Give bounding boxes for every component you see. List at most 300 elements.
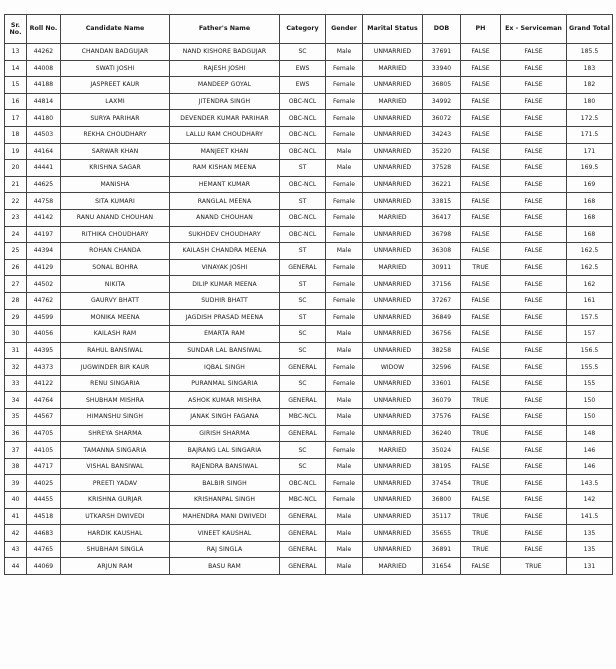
cell-ex-serviceman: FALSE: [501, 458, 567, 475]
cell-marital-status: UNMARRIED: [363, 143, 423, 160]
cell-gender: Female: [326, 77, 363, 94]
cell-category: GENERAL: [280, 525, 326, 542]
cell-roll-no: 44008: [27, 60, 61, 77]
cell-dob: 36798: [423, 226, 461, 243]
cell-dob: 33815: [423, 193, 461, 210]
cell-sr-no: 34: [5, 392, 27, 409]
table-row: [5, 176, 613, 193]
cell-marital-status: UNMARRIED: [363, 392, 423, 409]
cell-sr-no: 25: [5, 243, 27, 260]
cell-grand-total: 168: [567, 226, 613, 243]
cell-dob: 36417: [423, 209, 461, 226]
cell-fathers-name: GIRISH SHARMA: [170, 425, 280, 442]
cell-grand-total: 146: [567, 442, 613, 459]
cell-ph: FALSE: [461, 77, 501, 94]
cell-dob: 37454: [423, 475, 461, 492]
cell-grand-total: 168: [567, 193, 613, 210]
cell-ex-serviceman: FALSE: [501, 209, 567, 226]
cell-roll-no: 44122: [27, 375, 61, 392]
cell-roll-no: 44814: [27, 93, 61, 110]
cell-gender: Male: [326, 44, 363, 61]
cell-ph: FALSE: [461, 176, 501, 193]
cell-category: OBC-NCL: [280, 226, 326, 243]
cell-candidate-name: HARDIK KAUSHAL: [61, 525, 170, 542]
cell-dob: 36849: [423, 309, 461, 326]
cell-marital-status: UNMARRIED: [363, 226, 423, 243]
cell-dob: 36079: [423, 392, 461, 409]
table-row: [5, 193, 613, 210]
cell-ex-serviceman: FALSE: [501, 193, 567, 210]
cell-category: GENERAL: [280, 558, 326, 575]
cell-dob: 36072: [423, 110, 461, 127]
cell-marital-status: MARRIED: [363, 442, 423, 459]
cell-ph: FALSE: [461, 243, 501, 260]
cell-roll-no: 44069: [27, 558, 61, 575]
cell-ph: FALSE: [461, 93, 501, 110]
header-ex-serviceman: Ex - Serviceman: [501, 15, 567, 44]
cell-grand-total: 168: [567, 209, 613, 226]
cell-dob: 36221: [423, 176, 461, 193]
cell-fathers-name: IQBAL SINGH: [170, 359, 280, 376]
header-sr-no: Sr. No.: [5, 15, 27, 44]
cell-candidate-name: LAXMI: [61, 93, 170, 110]
cell-candidate-name: UTKARSH DWIVEDI: [61, 508, 170, 525]
cell-sr-no: 33: [5, 375, 27, 392]
table-row: [5, 458, 613, 475]
table-row: [5, 442, 613, 459]
cell-roll-no: 44599: [27, 309, 61, 326]
cell-ph: FALSE: [461, 276, 501, 293]
cell-roll-no: 44625: [27, 176, 61, 193]
cell-grand-total: 169: [567, 176, 613, 193]
cell-ex-serviceman: FALSE: [501, 276, 567, 293]
cell-gender: Female: [326, 492, 363, 509]
cell-dob: 36308: [423, 243, 461, 260]
header-gender: Gender: [326, 15, 363, 44]
cell-candidate-name: MONIKA MEENA: [61, 309, 170, 326]
cell-candidate-name: KRISHNA SAGAR: [61, 160, 170, 177]
cell-fathers-name: RAM KISHAN MEENA: [170, 160, 280, 177]
cell-ex-serviceman: FALSE: [501, 342, 567, 359]
cell-gender: Female: [326, 276, 363, 293]
table-row: [5, 160, 613, 177]
cell-ph: TRUE: [461, 541, 501, 558]
cell-category: SC: [280, 375, 326, 392]
cell-ex-serviceman: FALSE: [501, 259, 567, 276]
cell-candidate-name: HIMANSHU SINGH: [61, 409, 170, 426]
cell-candidate-name: SARWAR KHAN: [61, 143, 170, 160]
cell-ex-serviceman: FALSE: [501, 226, 567, 243]
cell-marital-status: UNMARRIED: [363, 458, 423, 475]
cell-grand-total: 183: [567, 60, 613, 77]
cell-gender: Female: [326, 259, 363, 276]
cell-ph: TRUE: [461, 475, 501, 492]
cell-roll-no: 44705: [27, 425, 61, 442]
cell-ph: FALSE: [461, 342, 501, 359]
cell-marital-status: UNMARRIED: [363, 409, 423, 426]
cell-category: GENERAL: [280, 392, 326, 409]
cell-candidate-name: NIKITA: [61, 276, 170, 293]
cell-candidate-name: MANISHA: [61, 176, 170, 193]
cell-gender: Female: [326, 226, 363, 243]
results-table: [4, 14, 613, 575]
cell-candidate-name: SWATI JOSHI: [61, 60, 170, 77]
cell-dob: 34992: [423, 93, 461, 110]
cell-ph: FALSE: [461, 44, 501, 61]
cell-roll-no: 44394: [27, 243, 61, 260]
cell-sr-no: 35: [5, 409, 27, 426]
cell-ex-serviceman: FALSE: [501, 44, 567, 61]
cell-fathers-name: HEMANT KUMAR: [170, 176, 280, 193]
cell-ph: FALSE: [461, 458, 501, 475]
cell-ex-serviceman: FALSE: [501, 442, 567, 459]
cell-gender: Female: [326, 375, 363, 392]
cell-candidate-name: JUGWINDER BIR KAUR: [61, 359, 170, 376]
cell-gender: Female: [326, 110, 363, 127]
cell-gender: Male: [326, 143, 363, 160]
cell-ph: FALSE: [461, 558, 501, 575]
cell-roll-no: 44758: [27, 193, 61, 210]
cell-grand-total: 142: [567, 492, 613, 509]
cell-ex-serviceman: FALSE: [501, 392, 567, 409]
cell-grand-total: 157: [567, 326, 613, 343]
cell-ph: FALSE: [461, 60, 501, 77]
cell-ph: FALSE: [461, 326, 501, 343]
cell-category: MBC-NCL: [280, 409, 326, 426]
cell-ph: FALSE: [461, 375, 501, 392]
cell-roll-no: 44518: [27, 508, 61, 525]
cell-sr-no: 38: [5, 458, 27, 475]
table-row: [5, 226, 613, 243]
header-category: Category: [280, 15, 326, 44]
table-row: [5, 508, 613, 525]
cell-ph: FALSE: [461, 226, 501, 243]
cell-gender: Male: [326, 326, 363, 343]
cell-dob: 37691: [423, 44, 461, 61]
cell-sr-no: 36: [5, 425, 27, 442]
cell-fathers-name: NAND KISHORE BADGUJAR: [170, 44, 280, 61]
cell-fathers-name: SUNDAR LAL BANSIWAL: [170, 342, 280, 359]
cell-grand-total: 162.5: [567, 243, 613, 260]
cell-roll-no: 44197: [27, 226, 61, 243]
cell-fathers-name: EMARTA RAM: [170, 326, 280, 343]
header-row: [5, 15, 613, 44]
cell-grand-total: 148: [567, 425, 613, 442]
table-row: [5, 492, 613, 509]
cell-ph: TRUE: [461, 392, 501, 409]
cell-sr-no: 40: [5, 492, 27, 509]
cell-ph: FALSE: [461, 292, 501, 309]
cell-ph: FALSE: [461, 209, 501, 226]
cell-marital-status: UNMARRIED: [363, 326, 423, 343]
cell-roll-no: 44503: [27, 126, 61, 143]
cell-grand-total: 162: [567, 276, 613, 293]
cell-roll-no: 44025: [27, 475, 61, 492]
cell-category: SC: [280, 458, 326, 475]
cell-candidate-name: SHUBHAM MISHRA: [61, 392, 170, 409]
cell-dob: 30911: [423, 259, 461, 276]
cell-ex-serviceman: FALSE: [501, 93, 567, 110]
table-row: [5, 359, 613, 376]
cell-marital-status: UNMARRIED: [363, 541, 423, 558]
cell-gender: Female: [326, 475, 363, 492]
cell-ex-serviceman: FALSE: [501, 409, 567, 426]
cell-ex-serviceman: FALSE: [501, 541, 567, 558]
cell-marital-status: UNMARRIED: [363, 176, 423, 193]
cell-category: OBC-NCL: [280, 209, 326, 226]
cell-gender: Male: [326, 458, 363, 475]
cell-gender: Female: [326, 209, 363, 226]
cell-sr-no: 14: [5, 60, 27, 77]
header-marital-status: Marital Status: [363, 15, 423, 44]
cell-category: SC: [280, 442, 326, 459]
cell-ph: FALSE: [461, 143, 501, 160]
cell-dob: 33601: [423, 375, 461, 392]
cell-category: OBC-NCL: [280, 143, 326, 160]
table-row: [5, 375, 613, 392]
cell-candidate-name: SURYA PARIHAR: [61, 110, 170, 127]
table-row: [5, 276, 613, 293]
cell-grand-total: 141.5: [567, 508, 613, 525]
cell-grand-total: 162.5: [567, 259, 613, 276]
cell-ex-serviceman: FALSE: [501, 508, 567, 525]
cell-sr-no: 23: [5, 209, 27, 226]
cell-gender: Female: [326, 126, 363, 143]
cell-ex-serviceman: FALSE: [501, 359, 567, 376]
table-row: [5, 541, 613, 558]
cell-marital-status: UNMARRIED: [363, 375, 423, 392]
cell-marital-status: UNMARRIED: [363, 475, 423, 492]
cell-fathers-name: MAHENDRA MANI DWIVEDI: [170, 508, 280, 525]
cell-roll-no: 44129: [27, 259, 61, 276]
cell-candidate-name: VISHAL BANSIWAL: [61, 458, 170, 475]
cell-gender: Female: [326, 442, 363, 459]
cell-roll-no: 44164: [27, 143, 61, 160]
cell-category: GENERAL: [280, 259, 326, 276]
cell-dob: 35655: [423, 525, 461, 542]
cell-dob: 38258: [423, 342, 461, 359]
cell-ex-serviceman: FALSE: [501, 160, 567, 177]
cell-roll-no: 44188: [27, 77, 61, 94]
cell-grand-total: 150: [567, 392, 613, 409]
table-row: [5, 110, 613, 127]
cell-sr-no: 16: [5, 93, 27, 110]
cell-grand-total: 131: [567, 558, 613, 575]
cell-marital-status: UNMARRIED: [363, 126, 423, 143]
cell-category: GENERAL: [280, 425, 326, 442]
cell-marital-status: MARRIED: [363, 93, 423, 110]
cell-fathers-name: LALLU RAM CHOUDHARY: [170, 126, 280, 143]
cell-grand-total: 135: [567, 525, 613, 542]
cell-roll-no: 44262: [27, 44, 61, 61]
cell-category: EWS: [280, 60, 326, 77]
table-row: [5, 342, 613, 359]
cell-grand-total: 172.5: [567, 110, 613, 127]
table-row: [5, 259, 613, 276]
cell-roll-no: 44683: [27, 525, 61, 542]
cell-fathers-name: PURANMAL SINGARIA: [170, 375, 280, 392]
cell-candidate-name: JASPREET KAUR: [61, 77, 170, 94]
cell-candidate-name: SITA KUMARI: [61, 193, 170, 210]
cell-sr-no: 18: [5, 126, 27, 143]
cell-gender: Male: [326, 508, 363, 525]
cell-gender: Male: [326, 525, 363, 542]
cell-fathers-name: JAGDISH PRASAD MEENA: [170, 309, 280, 326]
cell-category: OBC-NCL: [280, 110, 326, 127]
cell-candidate-name: GAURVY BHATT: [61, 292, 170, 309]
cell-grand-total: 155.5: [567, 359, 613, 376]
cell-roll-no: 44056: [27, 326, 61, 343]
cell-roll-no: 44717: [27, 458, 61, 475]
cell-fathers-name: JITENDRA SINGH: [170, 93, 280, 110]
cell-sr-no: 39: [5, 475, 27, 492]
cell-ph: FALSE: [461, 193, 501, 210]
cell-gender: Male: [326, 409, 363, 426]
cell-ex-serviceman: FALSE: [501, 475, 567, 492]
cell-dob: 37156: [423, 276, 461, 293]
cell-fathers-name: RAJENDRA BANSIWAL: [170, 458, 280, 475]
table-row: [5, 326, 613, 343]
cell-sr-no: 32: [5, 359, 27, 376]
cell-ph: FALSE: [461, 492, 501, 509]
cell-sr-no: 28: [5, 292, 27, 309]
cell-dob: 31654: [423, 558, 461, 575]
cell-roll-no: 44105: [27, 442, 61, 459]
cell-sr-no: 26: [5, 259, 27, 276]
cell-fathers-name: BASU RAM: [170, 558, 280, 575]
cell-candidate-name: RITHIKA CHOUDHARY: [61, 226, 170, 243]
cell-dob: 37528: [423, 160, 461, 177]
cell-category: GENERAL: [280, 508, 326, 525]
cell-fathers-name: RANGLAL MEENA: [170, 193, 280, 210]
cell-grand-total: 180: [567, 93, 613, 110]
cell-ex-serviceman: FALSE: [501, 126, 567, 143]
cell-grand-total: 171.5: [567, 126, 613, 143]
cell-roll-no: 44765: [27, 541, 61, 558]
cell-gender: Female: [326, 93, 363, 110]
cell-fathers-name: ANAND CHOUHAN: [170, 209, 280, 226]
cell-fathers-name: KRISHANPAL SINGH: [170, 492, 280, 509]
table-row: [5, 558, 613, 575]
cell-fathers-name: BAJRANG LAL SINGARIA: [170, 442, 280, 459]
cell-grand-total: 135: [567, 541, 613, 558]
cell-sr-no: 42: [5, 525, 27, 542]
cell-category: SC: [280, 326, 326, 343]
cell-dob: 36891: [423, 541, 461, 558]
cell-candidate-name: CHANDAN BADGUJAR: [61, 44, 170, 61]
cell-category: GENERAL: [280, 359, 326, 376]
cell-candidate-name: TAMANNA SINGARIA: [61, 442, 170, 459]
cell-grand-total: 161: [567, 292, 613, 309]
cell-fathers-name: RAJESH JOSHI: [170, 60, 280, 77]
cell-candidate-name: SONAL BOHRA: [61, 259, 170, 276]
cell-ph: FALSE: [461, 160, 501, 177]
cell-gender: Female: [326, 425, 363, 442]
cell-gender: Male: [326, 541, 363, 558]
cell-ph: FALSE: [461, 442, 501, 459]
table-row: [5, 309, 613, 326]
cell-category: ST: [280, 160, 326, 177]
cell-marital-status: UNMARRIED: [363, 77, 423, 94]
table-row: [5, 409, 613, 426]
cell-grand-total: 150: [567, 409, 613, 426]
header-grand-total: Grand Total: [567, 15, 613, 44]
cell-candidate-name: KRISHNA GURJAR: [61, 492, 170, 509]
cell-ph: FALSE: [461, 126, 501, 143]
cell-sr-no: 21: [5, 176, 27, 193]
cell-ph: FALSE: [461, 359, 501, 376]
cell-ex-serviceman: TRUE: [501, 558, 567, 575]
cell-sr-no: 17: [5, 110, 27, 127]
cell-roll-no: 44567: [27, 409, 61, 426]
table-body: [5, 44, 613, 575]
header-fathers-name: Father's Name: [170, 15, 280, 44]
cell-roll-no: 44762: [27, 292, 61, 309]
cell-grand-total: 156.5: [567, 342, 613, 359]
cell-candidate-name: PREETI YADAV: [61, 475, 170, 492]
cell-category: ST: [280, 309, 326, 326]
cell-sr-no: 41: [5, 508, 27, 525]
cell-dob: 32596: [423, 359, 461, 376]
cell-ph: TRUE: [461, 508, 501, 525]
cell-fathers-name: VINEET KAUSHAL: [170, 525, 280, 542]
table-row: [5, 392, 613, 409]
cell-ex-serviceman: FALSE: [501, 309, 567, 326]
cell-ph: FALSE: [461, 409, 501, 426]
cell-ph: FALSE: [461, 110, 501, 127]
cell-gender: Female: [326, 176, 363, 193]
cell-dob: 35117: [423, 508, 461, 525]
cell-ex-serviceman: FALSE: [501, 77, 567, 94]
cell-ex-serviceman: FALSE: [501, 243, 567, 260]
cell-dob: 38195: [423, 458, 461, 475]
cell-ph: TRUE: [461, 425, 501, 442]
cell-ph: TRUE: [461, 259, 501, 276]
cell-dob: 36805: [423, 77, 461, 94]
cell-gender: Female: [326, 309, 363, 326]
table-row: [5, 93, 613, 110]
header-candidate-name: Candidate Name: [61, 15, 170, 44]
cell-fathers-name: MANJEET KHAN: [170, 143, 280, 160]
cell-ex-serviceman: FALSE: [501, 143, 567, 160]
cell-marital-status: UNMARRIED: [363, 525, 423, 542]
cell-candidate-name: SHREYA SHARMA: [61, 425, 170, 442]
cell-gender: Male: [326, 342, 363, 359]
cell-marital-status: UNMARRIED: [363, 492, 423, 509]
cell-candidate-name: ROHAN CHANDA: [61, 243, 170, 260]
cell-dob: 37576: [423, 409, 461, 426]
cell-candidate-name: RANU ANAND CHOUHAN: [61, 209, 170, 226]
cell-marital-status: MARRIED: [363, 60, 423, 77]
cell-grand-total: 182: [567, 77, 613, 94]
cell-ex-serviceman: FALSE: [501, 492, 567, 509]
cell-ex-serviceman: FALSE: [501, 110, 567, 127]
cell-dob: 35220: [423, 143, 461, 160]
cell-gender: Female: [326, 292, 363, 309]
cell-fathers-name: SUDHIR BHATT: [170, 292, 280, 309]
cell-candidate-name: RENU SINGARIA: [61, 375, 170, 392]
cell-category: OBC-NCL: [280, 126, 326, 143]
cell-candidate-name: SHUBHAM SINGLA: [61, 541, 170, 558]
cell-sr-no: 27: [5, 276, 27, 293]
cell-candidate-name: REKHA CHOUDHARY: [61, 126, 170, 143]
cell-category: ST: [280, 193, 326, 210]
cell-fathers-name: ASHOK KUMAR MISHRA: [170, 392, 280, 409]
cell-ph: FALSE: [461, 309, 501, 326]
cell-category: ST: [280, 276, 326, 293]
cell-marital-status: UNMARRIED: [363, 110, 423, 127]
table-row: [5, 525, 613, 542]
